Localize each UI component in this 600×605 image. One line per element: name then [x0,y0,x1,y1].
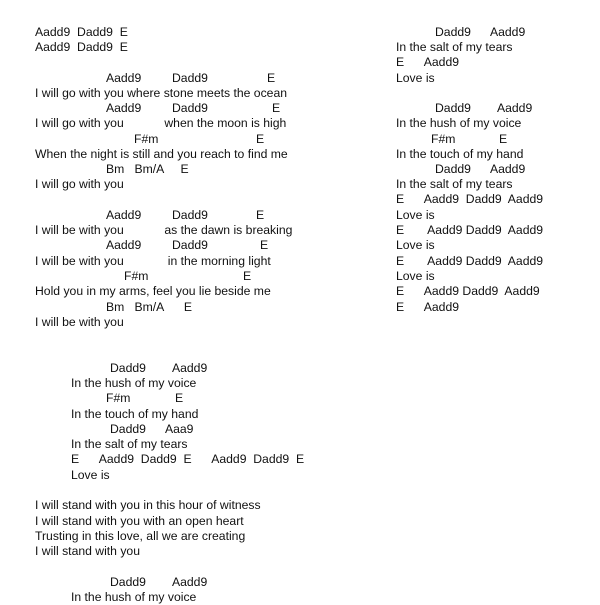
chord-line: Dadd9 [110,575,146,589]
lyric-line: I will be with you as the dawn is breaking [35,223,293,237]
chord-line: E Aadd9 Dadd9 Aadd9 [396,223,544,237]
lyric-line: In the touch of my hand [71,407,199,421]
lyric-line: When the night is still and you reach to find me [35,147,288,161]
lyric-line: Trusting in this love, all we are creating [35,529,246,543]
chord-line: E Aadd9 Dadd9 Aadd9 [396,254,544,268]
chord-line: Aaa9 [165,422,194,436]
lyric-line: I will stand with you with an open heart [35,514,244,528]
chord-line: Dadd9 [435,101,471,115]
chord-line: E Aadd9 Dadd9 E Aadd9 Dadd9 E [71,452,305,466]
chord-line: Aadd9 [172,575,208,589]
lyric-line: Love is [396,71,435,85]
chord-line: Aadd9 Dadd9 E [35,40,128,54]
lyric-line: In the hush of my voice [71,376,197,390]
chord-line: Dadd9 [172,71,208,85]
chord-line: E [243,269,252,283]
lyric-line: I will go with you where stone meets the ocean [35,86,288,100]
lyric-line: I will be with you in the morning light [35,254,271,268]
lyric-line: In the hush of my voice [71,590,197,604]
chord-line: Aadd9 [106,71,142,85]
chord-line: E Aadd9 [396,300,460,314]
chord-line: E Aadd9 Dadd9 Aadd9 [396,284,540,298]
chord-line: E Aadd9 [396,55,460,69]
lyric-line: Love is [71,468,110,482]
chord-line: E [267,71,276,85]
chord-line: E [499,132,508,146]
chord-line: E Aadd9 Dadd9 Aadd9 [396,192,544,206]
lyric-line: In the touch of my hand [396,147,524,161]
chord-line: F#m [431,132,456,146]
chord-line: Dadd9 [110,422,146,436]
chord-line: F#m [106,391,131,405]
chord-line: Aadd9 [106,208,142,222]
lyric-line: Love is [396,208,435,222]
chord-line: F#m [134,132,159,146]
chord-line: Dadd9 [435,162,471,176]
lyric-line: Love is [396,238,435,252]
lyric-line: I will be with you [35,315,124,329]
chord-line: Dadd9 [435,25,471,39]
lyric-line: Hold you in my arms, feel you lie beside me [35,284,271,298]
lyric-line: I will go with you [35,177,124,191]
chord-line: Dadd9 [172,101,208,115]
chord-line: Bm Bm/A E [106,300,193,314]
lyric-line: In the salt of my tears [396,40,513,54]
chord-line: Dadd9 [172,208,208,222]
lyric-line: I will stand with you [35,544,140,558]
chord-line: Aadd9 Dadd9 E [35,25,128,39]
chord-line: E [260,238,269,252]
chord-line: Dadd9 [110,361,146,375]
chord-line: E [256,208,265,222]
chord-line: E [256,132,265,146]
chord-line: Aadd9 [172,361,208,375]
chord-line: E [272,101,281,115]
lyric-line: In the hush of my voice [396,116,522,130]
chord-line: E [175,391,184,405]
chord-line: Aadd9 [490,25,526,39]
lyric-line: I will stand with you in this hour of witness [35,498,261,512]
chord-line: Dadd9 [172,238,208,252]
lyric-line: I will go with you when the moon is high [35,116,287,130]
chord-line: Aadd9 [106,101,142,115]
chord-line: Aadd9 [490,162,526,176]
lyric-line: In the salt of my tears [71,437,188,451]
chord-line: Aadd9 [106,238,142,252]
chord-line: F#m [124,269,149,283]
chord-line: Bm Bm/A E [106,162,189,176]
lyric-line: In the salt of my tears [396,177,513,191]
lyric-line: Love is [396,269,435,283]
chord-line: Aadd9 [497,101,533,115]
